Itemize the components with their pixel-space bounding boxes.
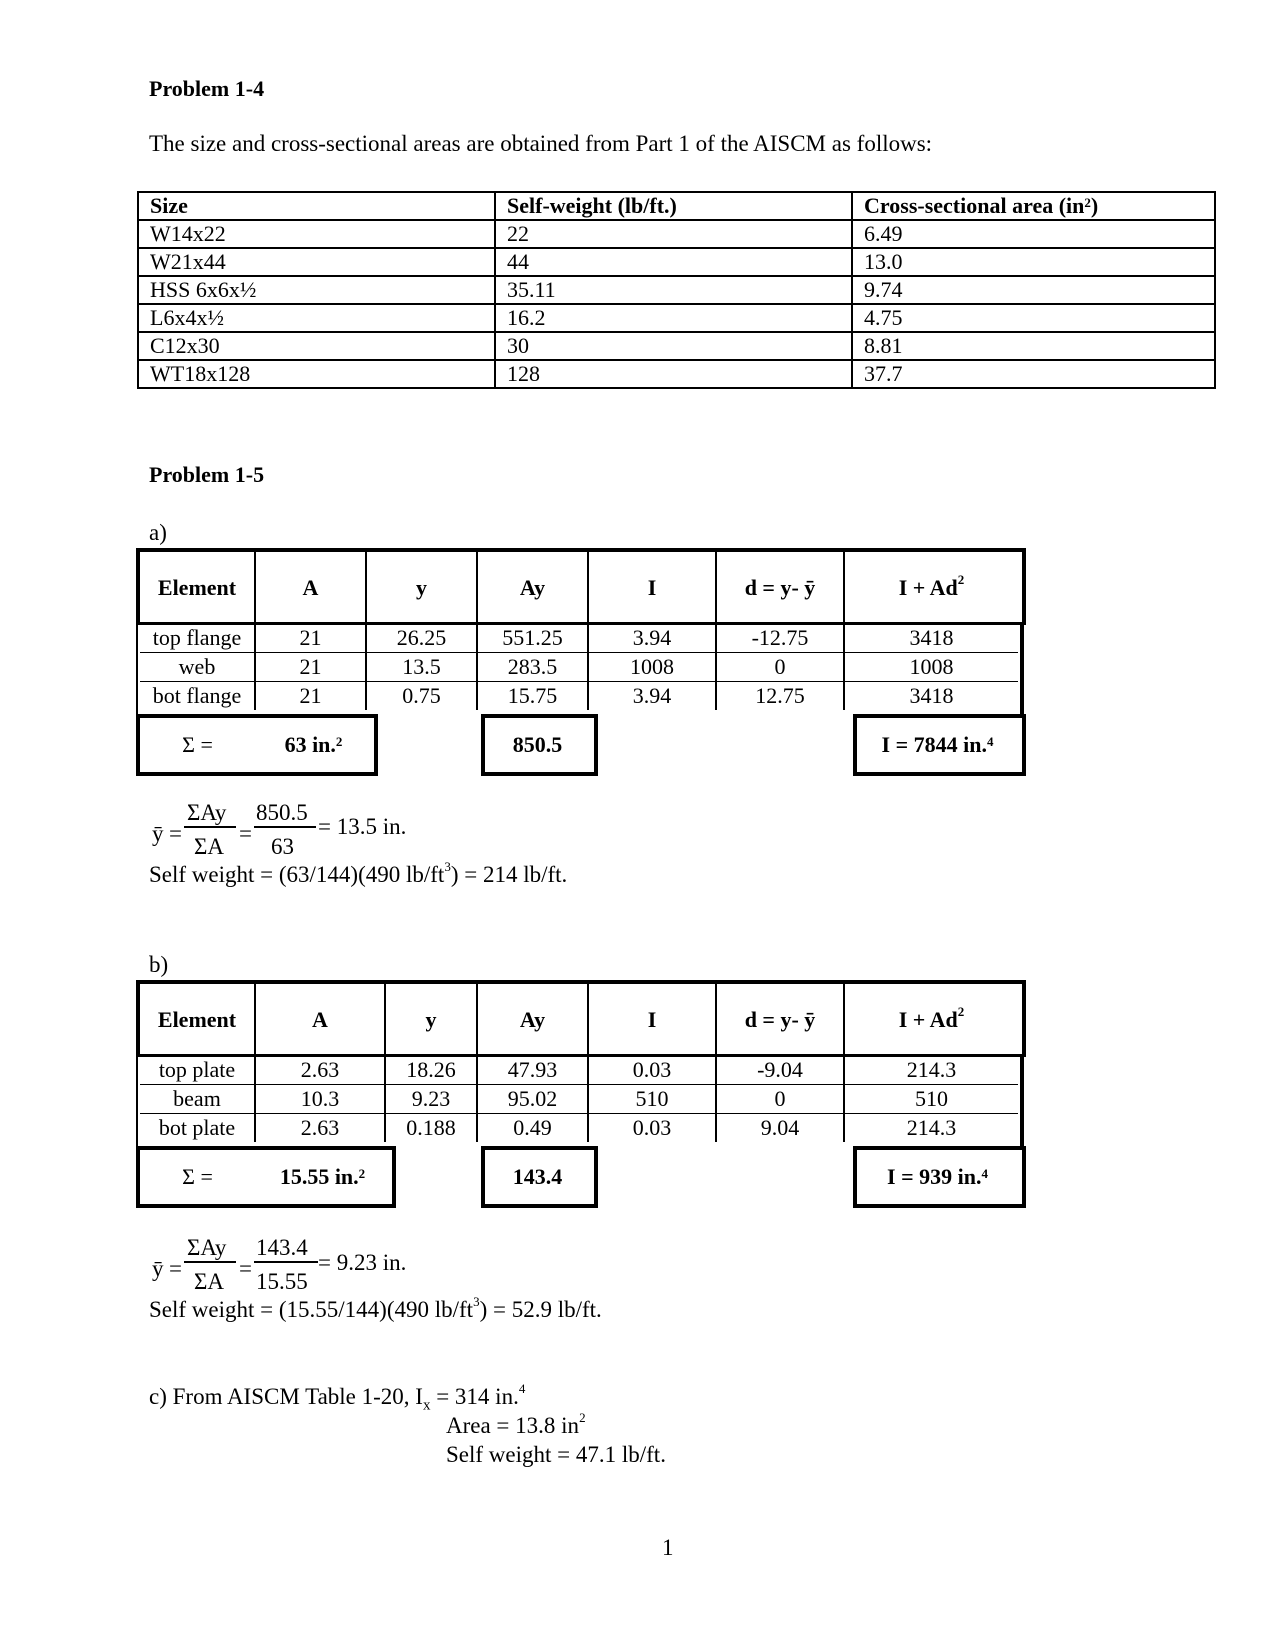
equals-sign: = — [169, 821, 182, 846]
calc-table-a — [140, 552, 1018, 710]
part-c-area: Area = 13.8 $in^2$ — [446, 1410, 586, 1438]
a-cell: 21 — [255, 682, 366, 711]
a-cell: 2.63 — [255, 1114, 385, 1143]
header-ay: Ay — [477, 552, 588, 624]
header-a: A — [255, 552, 366, 624]
element-cell: top plate — [140, 1056, 255, 1085]
element-cell: top flange — [140, 624, 255, 653]
header-y: y — [366, 552, 477, 624]
sum-a-denominator: ΣA — [194, 1269, 224, 1294]
table-a-wrapper — [136, 548, 1024, 772]
y-cell: 18.26 — [385, 1056, 477, 1085]
weight-cell: 22 — [495, 220, 852, 248]
calc-table-b — [140, 984, 1018, 1142]
value-denominator: 63 — [271, 834, 294, 859]
sum-label: Σ = — [182, 1164, 213, 1189]
i-ad2-cell: 510 — [844, 1085, 1018, 1114]
self-weight-b: Self weight = (15.55/144)(490 $lb/ft^3) = 52.9$ lb/ft. — [149, 1294, 602, 1322]
i-ad2-cell: 214.3 — [844, 1114, 1018, 1143]
header-self-weight: Self-weight (lb/ft.) — [495, 192, 852, 220]
ybar-symbol: ȳ — [152, 1256, 164, 1281]
sum-i: I = 939 in.$^4$ — [887, 1164, 988, 1189]
ay-cell: 551.25 — [477, 624, 588, 653]
area-cell: 4.75 — [852, 304, 1215, 332]
sum-ay: 850.5 — [512, 732, 563, 757]
d-cell: 0 — [716, 653, 844, 682]
header-a: A — [255, 984, 385, 1056]
self-weight-a: Self weight = (63/144)(490 $lb/ft^3) = 214$ lb/ft. — [149, 859, 568, 887]
table-row — [138, 276, 1215, 304]
element-cell: bot flange — [152, 683, 242, 708]
element-cell: web — [140, 653, 255, 682]
weight-cell: 16.2 — [495, 304, 852, 332]
i-ad2-cell: 1008 — [844, 653, 1018, 682]
y-cell: 0.188 — [385, 1114, 477, 1143]
problem-1-4-intro: The size and cross-sectional areas are obtained from Part 1 of the AISCM as follows: — [149, 131, 933, 156]
size-cell: W14x22 — [138, 220, 495, 248]
y-cell: 26.25 — [366, 624, 477, 653]
d-cell: 9.04 — [716, 1114, 844, 1143]
sum-i: I = 7844 in.$^4$ — [881, 732, 994, 757]
header-d: d = y- ȳ — [716, 552, 844, 624]
ay-cell: 47.93 — [477, 1056, 588, 1085]
header-y: y — [385, 984, 477, 1056]
header-element: Element — [157, 1007, 237, 1032]
sum-a: 63 in.$^2$ — [284, 732, 343, 757]
table-row — [138, 220, 1215, 248]
table-b-wrapper — [136, 980, 1024, 1204]
element-cell: beam — [140, 1085, 255, 1114]
y-cell: 9.23 — [385, 1085, 477, 1114]
d-cell: 12.75 — [716, 682, 844, 711]
area-cell: 9.74 — [852, 276, 1215, 304]
ybar-result: = 9.23 in. — [318, 1250, 407, 1275]
table-row — [140, 1114, 1018, 1143]
header-area: Cross-sectional area $(in^2)$ — [852, 192, 1215, 220]
i-ad2-cell: 3418 — [844, 682, 1018, 711]
i-cell: 510 — [588, 1085, 716, 1114]
area-cell: 37.7 — [852, 360, 1215, 388]
a-cell: 10.3 — [255, 1085, 385, 1114]
header-ay: Ay — [477, 984, 588, 1056]
table-row — [140, 682, 1018, 711]
area-cell: 8.81 — [852, 332, 1215, 360]
header-i-ad2: $I + Ad^2$ — [844, 984, 1018, 1056]
a-cell: 2.63 — [255, 1056, 385, 1085]
size-cell: L6x4x½ — [138, 304, 495, 332]
header-element: Element — [157, 575, 237, 600]
equals-sign: = — [239, 821, 252, 846]
y-cell: 0.75 — [366, 682, 477, 711]
ay-cell: 95.02 — [477, 1085, 588, 1114]
page-number: 1 — [662, 1535, 674, 1560]
sum-a-denominator: ΣA — [194, 834, 224, 859]
part-c-line: c) From AISCM Table 1-20, $I_x = 314$ in.$^4$ — [149, 1381, 526, 1414]
i-cell: 0.03 — [588, 1056, 716, 1085]
value-numerator: 850.5 — [256, 800, 308, 825]
header-d: d = y- ȳ — [716, 984, 844, 1056]
header-i: I — [588, 984, 716, 1056]
ybar-symbol: ȳ — [152, 821, 164, 846]
sizes-table — [137, 191, 1216, 389]
element-cell: bot plate — [158, 1115, 236, 1140]
value-denominator: 15.55 — [256, 1269, 308, 1294]
sum-ay-numerator: ΣAy — [187, 1235, 227, 1260]
i-cell: 1008 — [588, 653, 716, 682]
area-cell: 13.0 — [852, 248, 1215, 276]
sizes-header-row — [138, 192, 1215, 220]
table-row — [140, 653, 1018, 682]
i-cell: 0.03 — [588, 1114, 716, 1143]
i-cell: 3.94 — [588, 682, 716, 711]
part-b-label: b) — [149, 952, 169, 977]
ay-cell: 15.75 — [477, 682, 588, 711]
i-cell: 3.94 — [588, 624, 716, 653]
weight-cell: 30 — [495, 332, 852, 360]
a-cell: 21 — [255, 653, 366, 682]
table-row — [140, 1085, 1018, 1114]
table-row — [138, 304, 1215, 332]
part-c-self-weight: Self weight = 47.1 lb/ft. — [446, 1442, 666, 1467]
table-row — [138, 248, 1215, 276]
sum-ay-numerator: ΣAy — [187, 800, 227, 825]
size-cell: WT18x128 — [138, 360, 495, 388]
d-cell: -12.75 — [716, 624, 844, 653]
weight-cell: 35.11 — [495, 276, 852, 304]
table-row — [138, 332, 1215, 360]
size-cell: HSS 6x6x½ — [138, 276, 495, 304]
sum-label: Σ = — [182, 732, 213, 757]
part-a-label: a) — [149, 520, 167, 545]
equals-sign: = — [169, 1256, 182, 1281]
weight-cell: 44 — [495, 248, 852, 276]
area-cell: 6.49 — [852, 220, 1215, 248]
d-cell: -9.04 — [716, 1056, 844, 1085]
size-cell: C12x30 — [138, 332, 495, 360]
size-cell: W21x44 — [138, 248, 495, 276]
header-i-ad2: $I + Ad^2$ — [844, 552, 1018, 624]
table-row — [140, 624, 1018, 653]
equals-sign: = — [239, 1256, 252, 1281]
weight-cell: 128 — [495, 360, 852, 388]
value-numerator: 143.4 — [256, 1235, 308, 1260]
a-cell: 21 — [255, 624, 366, 653]
sum-a: 15.55 in.$^2$ — [279, 1164, 366, 1189]
sum-ay: 143.4 — [512, 1164, 563, 1189]
problem-1-4-title: Problem 1-4 — [149, 76, 265, 101]
i-ad2-cell: 214.3 — [844, 1056, 1018, 1085]
ybar-result: = 13.5 in. — [318, 814, 407, 839]
header-size: Size — [138, 192, 495, 220]
table-row — [138, 360, 1215, 388]
i-ad2-cell: 3418 — [844, 624, 1018, 653]
calc-header-row — [140, 552, 1018, 624]
ay-cell: 0.49 — [477, 1114, 588, 1143]
problem-1-5-title: Problem 1-5 — [149, 462, 265, 487]
calc-header-row — [140, 984, 1018, 1056]
d-cell: 0 — [716, 1085, 844, 1114]
header-i: I — [588, 552, 716, 624]
ay-cell: 283.5 — [477, 653, 588, 682]
y-cell: 13.5 — [366, 653, 477, 682]
table-row — [140, 1056, 1018, 1085]
